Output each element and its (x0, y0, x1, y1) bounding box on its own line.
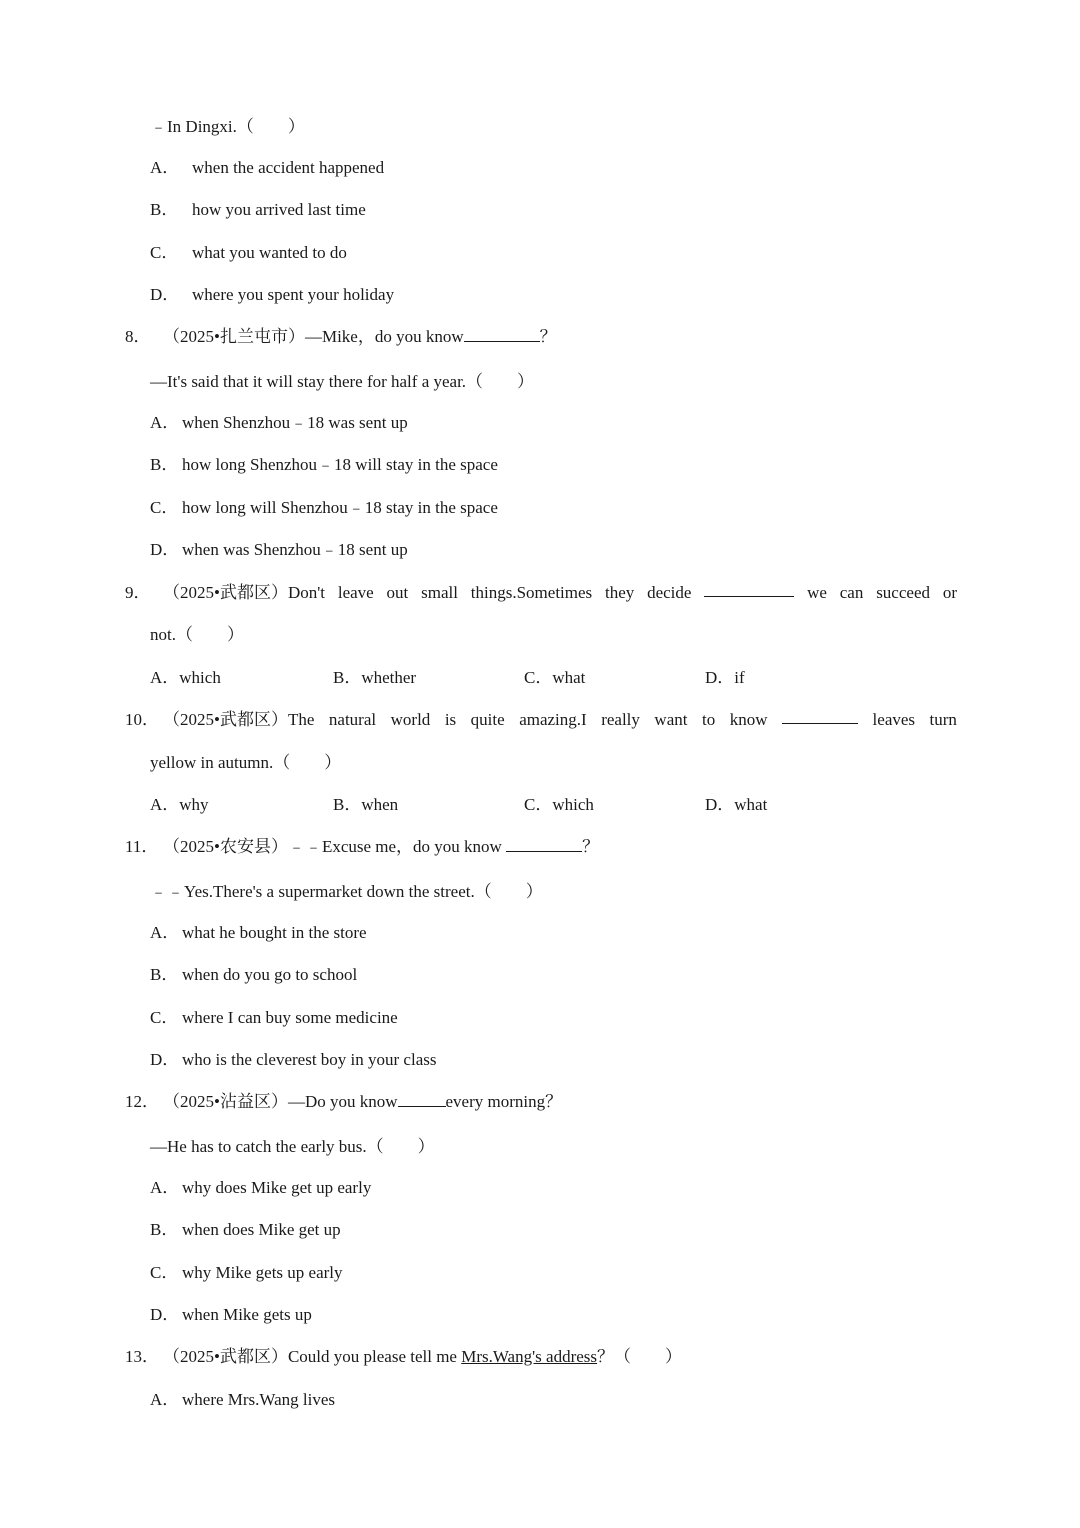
q12-option-c: C． why Mike gets up early (150, 1263, 343, 1282)
question-number: 12． (125, 1092, 159, 1111)
q7-answer-text: ﹣In Dingxi.（ ） (150, 117, 305, 136)
q12-option-b: B． when does Mike get up (150, 1220, 341, 1239)
q8-option-d: D． when was Shenzhou﹣18 sent up (150, 540, 408, 559)
q13-option-a: A． where Mrs.Wang lives (150, 1390, 336, 1409)
question-number: 10． (125, 710, 159, 729)
answer-blank (782, 709, 858, 724)
q8-answer-line: —It's said that it will stay there for half a year.（ ） (150, 372, 535, 391)
q7-option-c: C． what you wanted to do (150, 243, 347, 262)
q7-answer-line (150, 116, 305, 138)
question-source: （2025•沾益区） (163, 1092, 288, 1111)
q11-stem: 11． （2025•农安县）﹣﹣Excuse me，do you know ？ (125, 837, 600, 856)
q12-stem: 12． （2025•沾益区）—Do you know every morning？ (125, 1092, 563, 1111)
q12-option-a: A． why does Mike get up early (150, 1178, 372, 1197)
q11-answer-line: ﹣﹣Yes.There's a supermarket down the street.（ ） (150, 882, 543, 901)
question-source: （2025•武都区） (163, 1347, 288, 1366)
question-number: 8． (125, 327, 151, 346)
q10-option-b: B．when (333, 795, 399, 814)
q10-stem: 10． （2025•武都区）The natural world is quite amazing.I really want to know leaves turn (125, 710, 957, 729)
q9-option-d: D．if (705, 668, 745, 687)
q9-continuation: not.（ ） (150, 625, 244, 644)
q8-option-c: C． how long will Shenzhou﹣18 stay in the space (150, 498, 498, 517)
q7-option-d: D． where you spent your holiday (150, 285, 395, 304)
q7-option-b: B． how you arrived last time (150, 200, 366, 219)
question-number: 13． (125, 1347, 159, 1366)
q9-option-c: C．what (524, 668, 586, 687)
question-source: （2025•农安县） (163, 837, 288, 856)
q11-option-a: A． what he bought in the store (150, 923, 367, 942)
q11-option-b: B． when do you go to school (150, 965, 358, 984)
underlined-phrase: Mrs.Wang's address (461, 1347, 598, 1366)
question-number: 11． (125, 837, 159, 856)
answer-blank (506, 837, 582, 852)
answer-blank (704, 582, 794, 597)
question-number: 9． (125, 583, 151, 602)
q11-option-d: D． who is the cleverest boy in your class (150, 1050, 437, 1069)
q9-option-b: B．whether (333, 668, 417, 687)
q10-option-c: C．which (524, 795, 594, 814)
question-source: （2025•武都区） (163, 583, 288, 602)
q8-option-a: A． when Shenzhou﹣18 was sent up (150, 413, 408, 432)
q12-answer-line: —He has to catch the early bus.（ ） (150, 1137, 435, 1156)
q8-option-b: B． how long Shenzhou﹣18 will stay in the space (150, 455, 498, 474)
q10-option-d: D．what (705, 795, 768, 814)
q8-stem: 8． （2025•扎兰屯市）—Mike，do you know ？ (125, 327, 557, 346)
q12-option-d: D． when Mike gets up (150, 1305, 312, 1324)
q9-option-a: A．which (150, 668, 221, 687)
answer-blank (464, 327, 540, 342)
q10-continuation: yellow in autumn.（ ） (150, 753, 342, 772)
q9-stem: 9． （2025•武都区）Don't leave out small things.Sometimes they decide we can succeed or (125, 583, 957, 602)
q10-option-a: A．why (150, 795, 209, 814)
q13-stem: 13． （2025•武都区）Could you please tell me Mrs.Wang's address？（ ） (125, 1347, 683, 1366)
answer-blank (398, 1092, 446, 1107)
q11-option-c: C． where I can buy some medicine (150, 1008, 398, 1027)
question-source: （2025•武都区） (163, 710, 288, 729)
q7-option-a: A． when the accident happened (150, 158, 385, 177)
question-source: （2025•扎兰屯市） (163, 327, 305, 346)
